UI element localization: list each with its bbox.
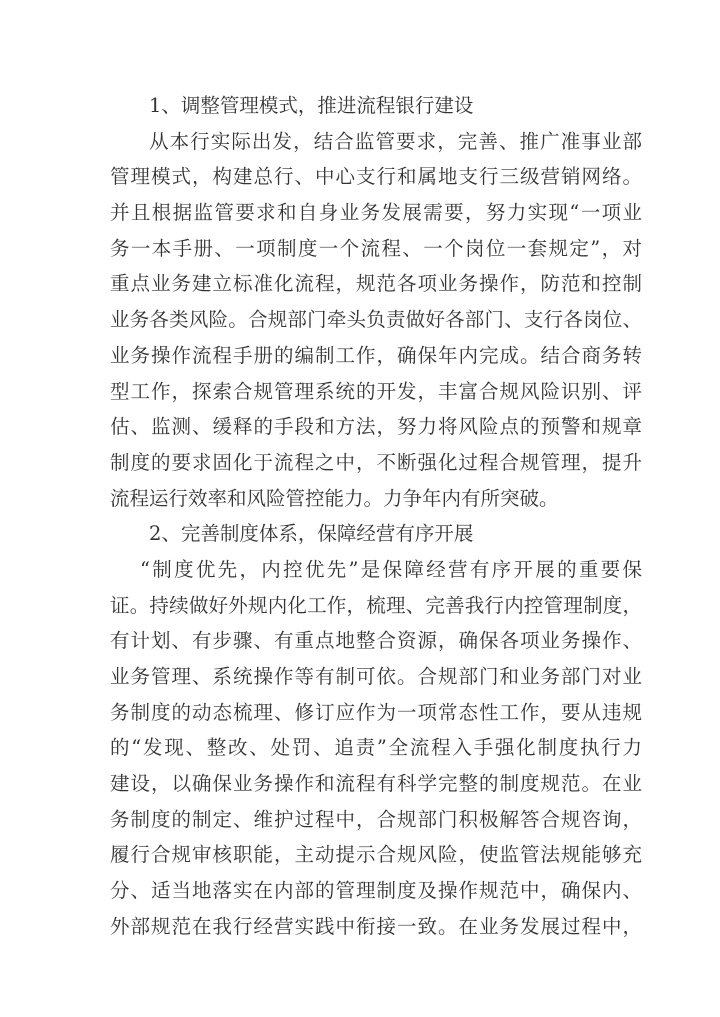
paragraph-line: 的“发现、整改、处罚、追责”全流程入手强化制度执行力	[110, 736, 642, 760]
paragraph-line: 履行合规审核职能，主动提示合规风险，使监管法规能够充	[110, 843, 642, 867]
paragraph-line: 务一本手册、一项制度一个流程、一个岗位一套规定”，对	[110, 236, 642, 260]
paragraph-line: 证。持续做好外规内化工作，梳理、完善我行内控管理制度，	[110, 593, 642, 617]
paragraph-line: “制度优先，内控优先”是保障经营有序开展的重要保	[140, 557, 642, 581]
paragraph-line: 有计划、有步骤、有重点地整合资源，确保各项业务操作、	[110, 629, 642, 653]
paragraph-line: 外部规范在我行经营实践中衔接一致。在业务发展过程中，	[110, 914, 642, 938]
paragraph-line: 并且根据监管要求和自身业务发展需要，努力实现“一项业	[110, 201, 642, 225]
paragraph-line: 业务操作流程手册的编制工作，确保年内完成。结合商务转	[110, 343, 642, 367]
paragraph-line: 型工作，探索合规管理系统的开发，丰富合规风险识别、评	[110, 379, 642, 403]
paragraph-line: 流程运行效率和风险管控能力。力争年内有所突破。	[110, 486, 559, 510]
document-page	[110, 88, 642, 945]
paragraph-line: 务制度的制定、维护过程中，合规部门积极解答合规咨询，	[110, 807, 642, 831]
paragraph-line: 业务各类风险。合规部门牵头负责做好各部门、支行各岗位、	[110, 308, 642, 332]
section-heading: 1、调整管理模式，推进流程银行建设	[149, 94, 474, 117]
paragraph-line: 重点业务建立标准化流程，规范各项业务操作，防范和控制	[110, 272, 642, 296]
paragraph-line: 建设，以确保业务操作和流程有科学完整的制度规范。在业	[110, 772, 642, 796]
paragraph-line: 制度的要求固化于流程之中，不断强化过程合规管理，提升	[110, 450, 642, 474]
paragraph-line: 务制度的动态梳理、修订应作为一项常态性工作，要从违规	[110, 700, 642, 724]
section-heading: 2、完善制度体系，保障经营有序开展	[149, 522, 474, 546]
paragraph-line: 分、适当地落实在内部的管理制度及操作规范中，确保内、	[110, 879, 642, 903]
paragraph-line: 从本行实际出发，结合监管要求，完善、推广准事业部	[149, 129, 642, 153]
paragraph-line: 估、监测、缓释的手段和方法，努力将风险点的预警和规章	[110, 415, 642, 439]
paragraph-line: 业务管理、系统操作等有制可依。合规部门和业务部门对业	[110, 665, 642, 688]
paragraph-line: 管理模式，构建总行、中心支行和属地支行三级营销网络。	[110, 165, 642, 189]
